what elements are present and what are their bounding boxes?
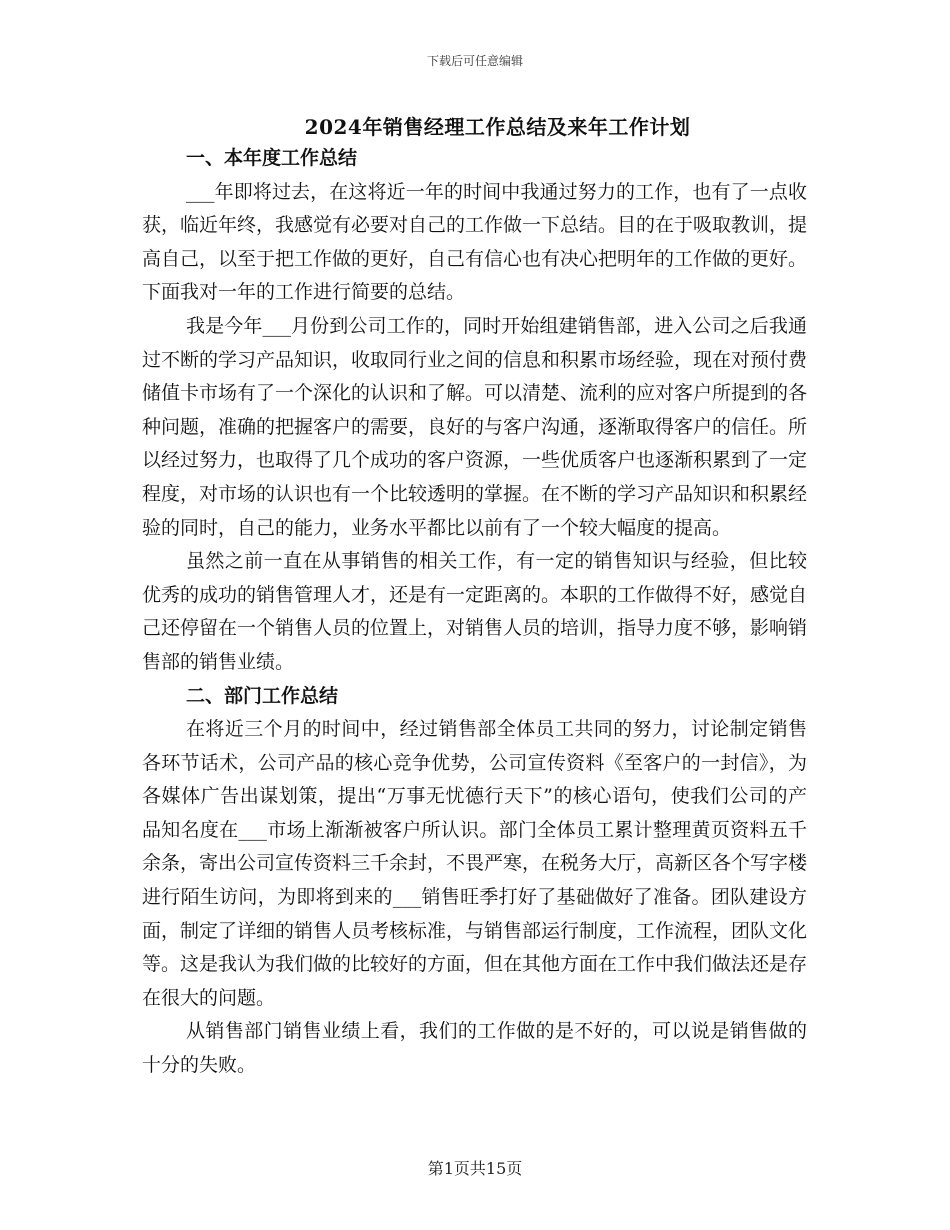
document-body: [142, 142, 807, 1083]
section-heading: 二、部门工作总结: [186, 684, 339, 707]
paragraph: 从销售部门销售业绩上看，我们的工作做的是不好的，可以说是销售做的十分的失败。: [142, 1020, 807, 1077]
page-footer: 第1页共15页: [427, 1159, 523, 1178]
header-note: 下载后可任意编辑: [426, 54, 523, 68]
paragraph: 虽然之前一直在从事销售的相关工作，有一定的销售知识与经验，但比较优秀的成功的销售管理人才，还是有一定距离的。本职的工作做得不好，感觉自己还停留在一个销售人员的位置上，对销售人员的培训，指导力度不够，影响销售部的销售业绩。: [142, 550, 808, 673]
paragraph: 我是今年___月份到公司工作的，同时开始组建销售部，进入公司之后我通过不断的学习产品知识，收取同行业之间的信息和积累市场经验，现在对预付费储值卡市场有了一个深化的认识和了解。可以清楚、流利的应对客户所提到的各种问题，准确的把握客户的需要，良好的与客户沟通，逐渐取得客户的信任。所以经过努力，也取得了几个成功的客户资源，一些优质客户也逐渐积累到了一定程度，对市场的认识也有一个比较透明的掌握。在不断的学习产品知识和积累经验的同时，自己的能力，业务水平都比以前有了一个较大幅度的提高。: [142, 314, 808, 539]
section-heading: 一、本年度工作总结: [186, 147, 358, 169]
paragraph: 在将近三个月的时间中，经过销售部全体员工共同的努力，讨论制定销售各环节话术，公司产品的核心竞争优势，公司宣传资料《至客户的一封信》，为各媒体广告出谋划策，提出“万事无忧德行天下”的核心语句，使我们公司的产品知名度在___市场上渐渐被客户所认识。部门全体员工累计整理黄页资料五千余条，寄出公司宣传资料三千余封，不畏严寒，在税务大厅，高新区各个写字楼进行陌生访问，为即将到来的___销售旺季打好了基础做好了准备。团队建设方面，制定了详细的销售人员考核标准，与销售部运行制度，工作流程，团队文化等。这是我认为我们做的比较好的方面，但在其他方面在工作中我们做法还是存在很大的问题。: [142, 718, 808, 1009]
paragraph: ___年即将过去，在这将近一年的时间中我通过努力的工作，也有了一点收获，临近年终，我感觉有必要对自己的工作做一下总结。目的在于吸取教训，提高自己，以至于把工作做的更好，自己有信心也有决心把明年的工作做的更好。下面我对一年的工作进行简要的总结。: [142, 180, 808, 304]
document-title: 2024年销售经理工作总结及来年工作计划: [304, 115, 691, 139]
